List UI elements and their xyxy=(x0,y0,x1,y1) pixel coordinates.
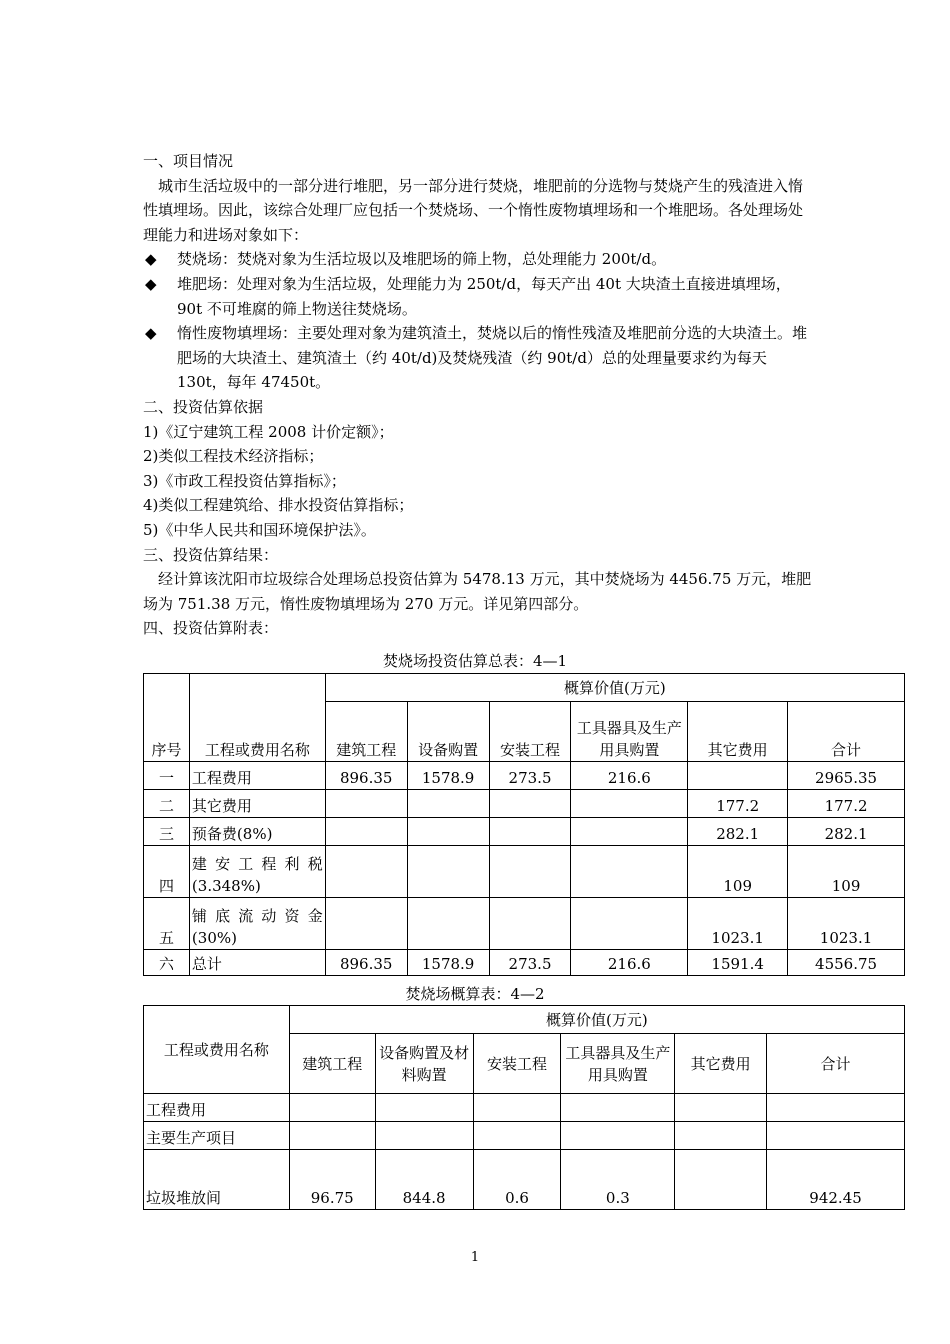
table-row xyxy=(144,1094,905,1122)
cell-value: 1578.9 xyxy=(407,762,489,790)
bullet-text: 焚烧场：焚烧对象为生活垃圾以及堆肥场的筛上物，总处理能力 200t/d。 xyxy=(177,250,667,269)
cell-value: 273.5 xyxy=(489,950,571,976)
cell-value: 1578.9 xyxy=(407,950,489,976)
cell-value xyxy=(325,818,407,846)
header-other-cost: 其它费用 xyxy=(688,702,788,762)
table-row xyxy=(144,762,905,790)
cell-value xyxy=(489,846,571,898)
cost-estimate-table xyxy=(143,1005,905,1210)
cell-value xyxy=(325,898,407,950)
table-row xyxy=(144,898,905,950)
cell-value xyxy=(571,818,688,846)
cell-value xyxy=(675,1150,767,1210)
cell-value: 282.1 xyxy=(688,818,788,846)
cell-value xyxy=(489,898,571,950)
header-construction: 建筑工程 xyxy=(289,1034,375,1094)
header-total: 合计 xyxy=(788,702,905,762)
cell-value: 109 xyxy=(788,846,905,898)
bullet-item xyxy=(143,247,813,272)
row-name: 主要生产项目 xyxy=(144,1122,290,1150)
cell-value: 96.75 xyxy=(289,1150,375,1210)
diamond-bullet-icon: ◆ xyxy=(145,250,157,269)
table2-caption: 焚烧场概算表：4—2 xyxy=(405,985,545,1003)
row-seq: 二 xyxy=(144,790,190,818)
header-item-name: 工程或费用名称 xyxy=(189,674,325,762)
investment-summary-table xyxy=(143,673,905,976)
row-seq: 三 xyxy=(144,818,190,846)
cell-value xyxy=(407,846,489,898)
table-row xyxy=(144,846,905,898)
row-name-line1: 建安工程利税 xyxy=(191,855,323,873)
cell-value xyxy=(375,1094,473,1122)
row-name-line2: (3.348%) xyxy=(191,877,261,895)
section1-heading: 一、项目情况 xyxy=(143,152,234,170)
section3-heading: 三、投资估算结果： xyxy=(143,545,279,564)
bullet-item xyxy=(143,321,813,395)
cell-value xyxy=(561,1094,675,1122)
cell-value xyxy=(289,1122,375,1150)
cell-value xyxy=(767,1122,905,1150)
cell-value: 844.8 xyxy=(375,1150,473,1210)
cell-value xyxy=(489,818,571,846)
row-name: 工程费用 xyxy=(144,1094,290,1122)
section2-heading: 二、投资估算依据 xyxy=(143,397,264,416)
table-row xyxy=(144,950,905,976)
section4-heading: 四、投资估算附表： xyxy=(143,619,279,638)
cell-value: 4556.75 xyxy=(788,950,905,976)
header-installation: 安装工程 xyxy=(473,1034,561,1094)
header-seq: 序号 xyxy=(144,674,190,762)
cell-value: 1023.1 xyxy=(788,898,905,950)
body-text xyxy=(143,149,813,641)
header-installation: 安装工程 xyxy=(489,702,571,762)
cell-value xyxy=(473,1094,561,1122)
basis-item: 4)类似工程建筑给、排水投资估算指标； xyxy=(143,496,414,515)
cell-value xyxy=(325,790,407,818)
cell-value: 273.5 xyxy=(489,762,571,790)
row-name xyxy=(189,846,325,898)
row-seq: 五 xyxy=(144,898,190,950)
table-row xyxy=(144,1122,905,1150)
header-tools: 工具器具及生产用具购置 xyxy=(571,702,688,762)
diamond-bullet-icon: ◆ xyxy=(145,274,157,293)
row-seq: 四 xyxy=(144,846,190,898)
cell-value xyxy=(473,1122,561,1150)
table-row xyxy=(144,790,905,818)
header-equipment: 设备购置 xyxy=(407,702,489,762)
cell-value xyxy=(407,818,489,846)
cell-value xyxy=(767,1094,905,1122)
bullet-item xyxy=(143,272,813,321)
table-row xyxy=(144,1150,905,1210)
row-name: 垃圾堆放间 xyxy=(144,1150,290,1210)
cell-value xyxy=(688,762,788,790)
cell-value xyxy=(571,846,688,898)
cell-value: 896.35 xyxy=(325,950,407,976)
row-name: 工程费用 xyxy=(189,762,325,790)
basis-item: 5)《中华人民共和国环境保护法》。 xyxy=(143,520,376,539)
header-estimated-value: 概算价值(万元) xyxy=(325,674,904,702)
cell-value xyxy=(561,1122,675,1150)
cell-value xyxy=(407,790,489,818)
cell-value: 896.35 xyxy=(325,762,407,790)
cell-value: 177.2 xyxy=(688,790,788,818)
row-seq: 六 xyxy=(144,950,190,976)
header-estimated-value: 概算价值(万元) xyxy=(289,1006,904,1034)
row-seq: 一 xyxy=(144,762,190,790)
cell-value xyxy=(489,790,571,818)
cell-value xyxy=(289,1094,375,1122)
cell-value: 1591.4 xyxy=(688,950,788,976)
section1-intro: 城市生活垃圾中的一部分进行堆肥，另一部分进行焚烧，堆肥前的分选物与焚烧产生的残渣进入惰性填埋场。因此，该综合处理厂应包括一个焚烧场、一个惰性废物填埋场和一个堆肥场。各处理场处理能力和进场对象如下： xyxy=(143,176,804,244)
cell-value: 2965.35 xyxy=(788,762,905,790)
section3-text: 经计算该沈阳市垃圾综合处理场总投资估算为 5478.13 万元，其中焚烧场为 4456.75 万元，堆肥场为 751.38 万元，惰性废物填埋场为 270 万元。详见第四部分。 xyxy=(143,570,812,613)
header-tools: 工具器具及生产用具购置 xyxy=(561,1034,675,1094)
row-name xyxy=(189,898,325,950)
header-other-cost: 其它费用 xyxy=(675,1034,767,1094)
cell-value: 942.45 xyxy=(767,1150,905,1210)
diamond-bullet-icon: ◆ xyxy=(145,324,157,343)
row-name-line1: 铺底流动资金 xyxy=(191,907,323,925)
row-name: 总计 xyxy=(189,950,325,976)
cell-value: 177.2 xyxy=(788,790,905,818)
cell-value xyxy=(407,898,489,950)
cell-value: 0.3 xyxy=(561,1150,675,1210)
cell-value xyxy=(675,1094,767,1122)
table-row xyxy=(144,818,905,846)
cell-value xyxy=(571,898,688,950)
header-construction: 建筑工程 xyxy=(325,702,407,762)
row-name: 其它费用 xyxy=(189,790,325,818)
cell-value xyxy=(571,790,688,818)
bullet-text: 惰性废物填埋场：主要处理对象为建筑渣土，焚烧以后的惰性残渣及堆肥前分选的大块渣土。堆肥场的大块渣土、建筑渣土（约 40t/d)及焚烧残渣（约 90t/d）总的处理量要求约为每天 130t，每年 47450t。 xyxy=(177,324,808,392)
cell-value xyxy=(675,1122,767,1150)
cell-value: 109 xyxy=(688,846,788,898)
table1-caption: 焚烧场投资估算总表：4—1 xyxy=(382,652,568,670)
cell-value: 0.6 xyxy=(473,1150,561,1210)
basis-item: 3)《市政工程投资估算指标》； xyxy=(143,471,346,490)
cell-value xyxy=(325,846,407,898)
row-name: 预备费(8%) xyxy=(189,818,325,846)
bullet-text: 堆肥场：处理对象为生活垃圾，处理能力为 250t/d，每天产出 40t 大块渣土直接进填埋场，90t 不可堆腐的筛上物送往焚烧场。 xyxy=(177,274,791,318)
page-number: 1 xyxy=(470,1250,480,1265)
row-name-line2: (30%) xyxy=(191,929,237,947)
cell-value: 282.1 xyxy=(788,818,905,846)
basis-item: 1)《辽宁建筑工程 2008 计价定额》； xyxy=(143,422,394,441)
cell-value: 216.6 xyxy=(571,950,688,976)
cell-value: 1023.1 xyxy=(688,898,788,950)
cell-value xyxy=(375,1122,473,1150)
header-total: 合计 xyxy=(767,1034,905,1094)
basis-item: 2)类似工程技术经济指标； xyxy=(143,447,324,466)
cell-value: 216.6 xyxy=(571,762,688,790)
header-equipment-materials: 设备购置及材料购置 xyxy=(375,1034,473,1094)
header-item-name: 工程或费用名称 xyxy=(144,1006,290,1094)
